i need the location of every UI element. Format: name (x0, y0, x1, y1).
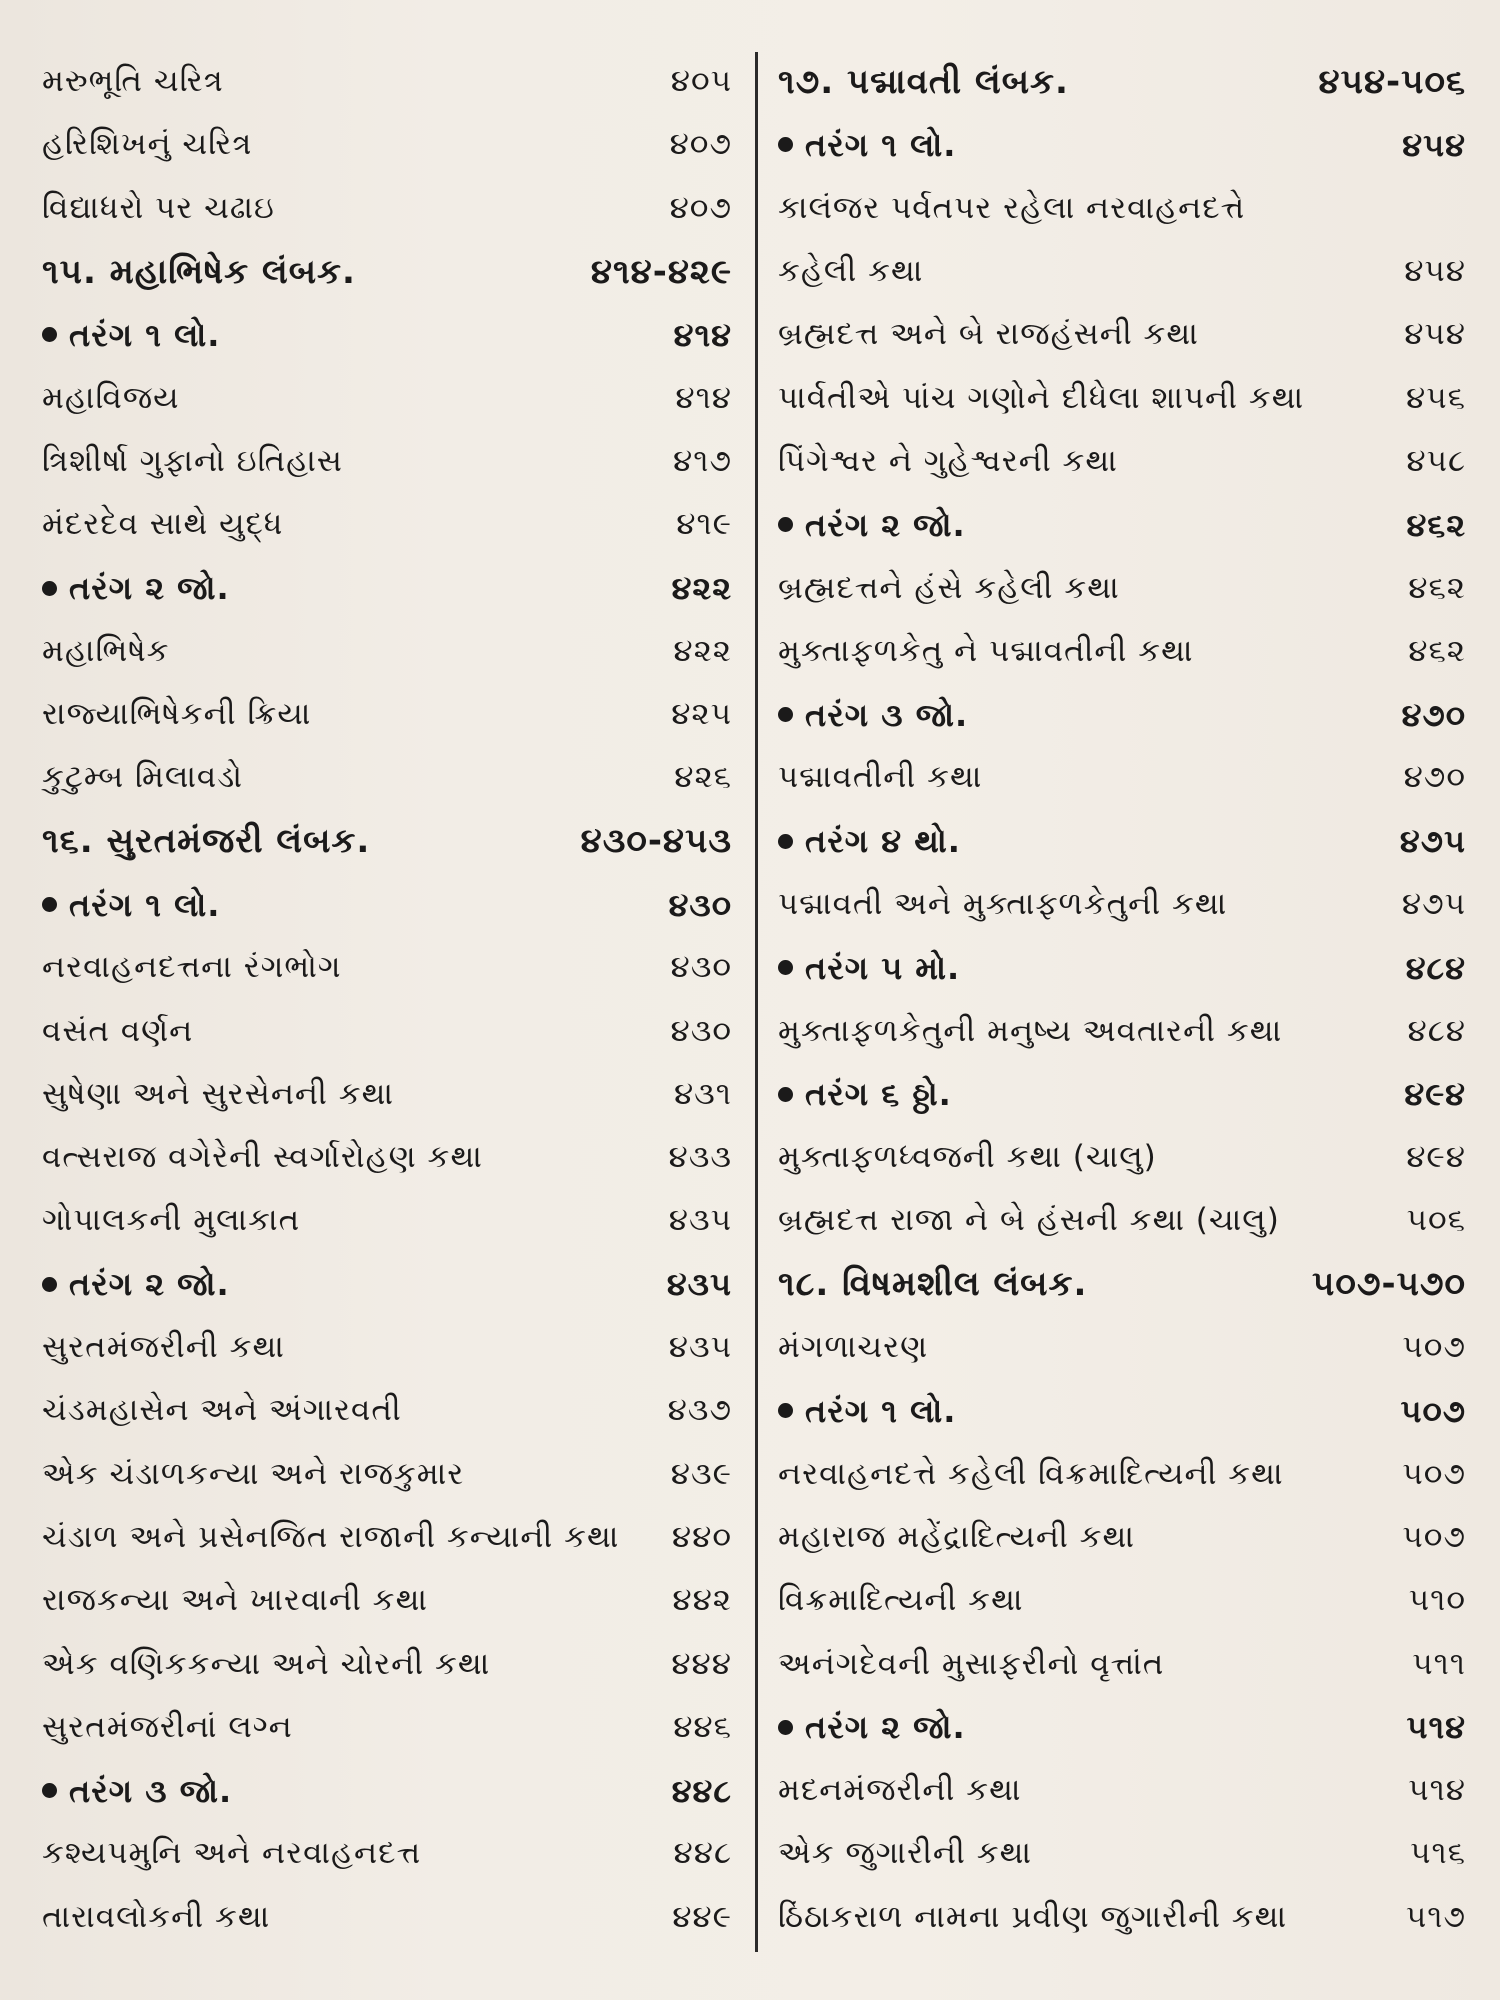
bullet-icon (778, 137, 793, 152)
toc-entry-title-text: મંદરદેવ સાથે યુદ્ધ (42, 506, 284, 543)
toc-entry-title (42, 1202, 301, 1239)
toc-entry-page-number: ૪૮૪ (1407, 1012, 1466, 1049)
toc-entry-page-number: ૫૦૭ (1402, 1455, 1466, 1492)
toc-entry-title (778, 1518, 1135, 1555)
toc-entry-page-number: ૪૨૫ (671, 696, 732, 733)
toc-entry (42, 746, 732, 809)
toc-entry-title (778, 1708, 966, 1747)
toc-entry-title (42, 1708, 293, 1745)
toc-entry-title-text: અનંગદેવની મુસાફરીનો વૃત્તાંત (778, 1645, 1165, 1682)
toc-entry-title-text: નરવાહનદત્તના રંગભોગ (42, 949, 342, 986)
toc-entry (778, 430, 1466, 493)
toc-entry-title (42, 885, 221, 924)
toc-entry-page-number: ૫૦૭ (1402, 1329, 1466, 1366)
bullet-icon (42, 1783, 57, 1798)
toc-entry-title-text: એક વણિકકન્યા અને ચોરની કથા (42, 1645, 491, 1682)
toc-entry-title (778, 1012, 1283, 1049)
bullet-icon (42, 327, 57, 342)
toc-entry-page-number: ૪૭૫ (1401, 886, 1466, 922)
toc-entry-title-text: એક જુગારીની કથા (778, 1835, 1032, 1872)
toc-entry-title (42, 632, 170, 669)
toc-entry-title (778, 759, 983, 796)
toc-entry-page-number: ૪૧૭ (673, 442, 732, 479)
toc-entry (42, 1886, 732, 1949)
toc-entry-page-number: ૪૧૯ (676, 506, 732, 543)
toc-entry-title-text: તરંગ ૧ લો. (805, 1391, 957, 1430)
toc-tarang-heading (42, 556, 732, 619)
toc-tarang-heading (778, 493, 1466, 556)
toc-entry-title-text: હરિશિખનું ચરિત્ર (42, 126, 253, 163)
toc-entry-title (42, 1518, 620, 1555)
toc-entry-title (778, 253, 924, 290)
toc-entry-page-number: ૪૩૫ (666, 1265, 732, 1304)
toc-entry (778, 177, 1466, 240)
toc-entry-page-number: ૫૧૪ (1408, 1772, 1466, 1809)
toc-entry-title (778, 886, 1228, 922)
toc-entry-title (42, 1012, 194, 1049)
toc-entry-page-number: ૪૧૪-૪૨૯ (590, 251, 732, 292)
toc-entry-title (42, 1898, 271, 1935)
toc-entry-page-number: ૫૧૧ (1412, 1645, 1466, 1682)
toc-entry-title-text: ૧૫. મહાભિષેક લંબક. (42, 251, 356, 292)
toc-entry-title-text: સુરતમંજરીનાં લગ્ન (42, 1708, 293, 1745)
column-divider (755, 52, 758, 1952)
toc-entry-title-text: સુરતમંજરીની કથા (42, 1329, 285, 1366)
toc-entry-title-text: તરંગ ૨ જો. (805, 1708, 966, 1747)
toc-entry (778, 1632, 1466, 1695)
toc-entry (778, 1189, 1466, 1252)
toc-entry-title-text: તરંગ ૧ લો. (805, 125, 957, 164)
toc-entry-page-number: ૪૨૨ (673, 632, 732, 669)
toc-entry (42, 1696, 732, 1759)
toc-entry-title (42, 759, 244, 796)
toc-entry-page-number: ૪૩૧ (673, 1075, 732, 1112)
toc-entry-page-number: ૪૫૮ (1406, 442, 1466, 479)
toc-entry-title-text: કાલંજર પર્વતપર રહેલા નરવાહનદત્તે (778, 189, 1246, 226)
toc-entry-title (778, 1075, 952, 1114)
toc-entry-title (778, 1329, 929, 1366)
toc-tarang-heading (778, 936, 1466, 999)
toc-entry (42, 1379, 732, 1442)
toc-entry (42, 366, 732, 429)
toc-entry-title (778, 822, 961, 861)
toc-entry-title (778, 948, 961, 987)
toc-entry-title (42, 506, 284, 543)
toc-entry-title-text: મુક્તાફળધ્વજની કથા (ચાલુ) (778, 1139, 1157, 1176)
toc-entry-title (42, 1265, 230, 1304)
toc-entry (778, 366, 1466, 429)
toc-entry-title-text: તરંગ ૪ થો. (805, 822, 961, 861)
toc-entry-page-number: ૪૭૦ (1403, 759, 1466, 796)
toc-entry (42, 683, 732, 746)
toc-entry-page-number: ૪૫૪ (1404, 316, 1466, 353)
toc-entry (778, 873, 1466, 936)
toc-entry-page-number: ૪૬૨ (1408, 569, 1466, 606)
bullet-icon (778, 1087, 793, 1102)
toc-section-heading (42, 240, 732, 303)
toc-entry-title-text: એક ચંડાળકન્યા અને રાજકુમાર (42, 1455, 465, 1492)
toc-entry-title-text: રાજકન્યા અને ખારવાની કથા (42, 1582, 428, 1619)
toc-entry-page-number: ૫૦૬ (1406, 1202, 1466, 1239)
bullet-icon (778, 834, 793, 849)
toc-entry (778, 1759, 1466, 1822)
toc-entry (778, 1822, 1466, 1885)
toc-entry-title-text: વિક્રમાદિત્યની કથા (778, 1582, 1024, 1619)
toc-entry-page-number: ૪૪૯ (672, 1898, 732, 1935)
toc-entry-title (778, 1264, 1088, 1305)
toc-entry (42, 999, 732, 1062)
toc-entry (778, 1506, 1466, 1569)
toc-entry-title (778, 125, 957, 164)
toc-entry-title (778, 1391, 957, 1430)
toc-entry-title (42, 1455, 465, 1492)
toc-entry-page-number: ૪૪૦ (671, 1518, 732, 1555)
toc-entry-title-text: ત્રિશીર્ષા ગુફાનો ઇતિહાસ (42, 442, 343, 479)
toc-tarang-heading (42, 1759, 732, 1822)
toc-entry-title (778, 1898, 1288, 1935)
toc-entry (778, 1886, 1466, 1949)
toc-entry-page-number: ૫૦૭ (1402, 1518, 1466, 1555)
toc-entry (42, 1126, 732, 1189)
toc-entry (778, 1316, 1466, 1379)
toc-entry-title-text: ચંડાળ અને પ્રસેનજિત રાજાની કન્યાની કથા (42, 1518, 620, 1555)
toc-entry (42, 1822, 732, 1885)
toc-entry (778, 556, 1466, 619)
toc-entry-title-text: બ્રહ્મદત્ત અને બે રાજહંસની કથા (778, 316, 1199, 353)
toc-entry (42, 50, 732, 113)
toc-entry-title (42, 1329, 285, 1366)
toc-entry-title (778, 61, 1069, 102)
toc-entry-page-number: ૪૨૨ (671, 569, 732, 608)
toc-entry-title-text: મુક્તાફળકેતુની મનુષ્ય અવતારની કથા (778, 1012, 1283, 1049)
toc-entry-title-text: ૧૮. વિષમશીલ લંબક. (778, 1264, 1088, 1305)
toc-tarang-heading (778, 683, 1466, 746)
toc-entry-page-number: ૪૩૫ (668, 1329, 732, 1366)
toc-entry-page-number: ૪૫૪ (1404, 253, 1466, 290)
toc-entry-title-text: તરંગ ૬ ઠ્ઠો. (805, 1075, 952, 1114)
toc-entry-title (42, 1582, 428, 1619)
toc-entry-title-text: તરંગ ૨ જો. (805, 505, 966, 544)
toc-entry-page-number: ૪૪૨ (672, 1582, 732, 1619)
toc-entry-page-number: ૪૪૮ (671, 1771, 732, 1810)
toc-entry-title (42, 1392, 402, 1429)
toc-entry-title-text: મહાવિજય (42, 379, 180, 416)
toc-entry-title (42, 442, 343, 479)
toc-entry-page-number: ૪૫૪ (1402, 125, 1466, 164)
toc-entry-page-number: ૪૩૭ (667, 1392, 732, 1429)
toc-entry-title-text: કુટુમ્બ મિલાવડો (42, 759, 244, 796)
toc-tarang-heading (42, 303, 732, 366)
bullet-icon (42, 581, 57, 596)
toc-entry-title (42, 1645, 491, 1682)
toc-entry-title (778, 1835, 1032, 1872)
toc-entry-page-number: ૪૫૬ (1406, 379, 1466, 416)
toc-entry-title (778, 379, 1305, 416)
toc-entry-title-text: નરવાહનદત્તે કહેલી વિક્રમાદિત્યની કથા (778, 1455, 1284, 1492)
toc-entry-title-text: સુષેણા અને સુરસેનની કથા (42, 1075, 394, 1112)
toc-entry-page-number: ૪૩૯ (670, 1455, 732, 1492)
toc-entry-title-text: ઠિંઠાકરાળ નામના પ્રવીણ જુગારીની કથા (778, 1898, 1288, 1935)
toc-entry (778, 240, 1466, 303)
toc-entry-title (778, 1202, 1280, 1239)
toc-right-column (778, 50, 1466, 1949)
toc-entry-title-text: તરંગ ૩ જો. (69, 1771, 233, 1810)
toc-entry (42, 1189, 732, 1252)
toc-entry-title (42, 1771, 233, 1810)
toc-entry-title-text: ૧૬. સુરતમંજરી લંબક. (42, 821, 371, 862)
toc-entry-page-number: ૪૩૦ (670, 1012, 732, 1049)
toc-section-heading (778, 50, 1466, 113)
toc-entry-title (42, 126, 253, 163)
toc-entry (778, 620, 1466, 683)
toc-entry-title (42, 189, 275, 226)
toc-entry-page-number: ૪૯૪ (1404, 1075, 1466, 1114)
toc-entry-page-number: ૪૪૬ (673, 1708, 732, 1745)
toc-tarang-heading (778, 113, 1466, 176)
toc-entry-page-number: ૪૩૫ (668, 1202, 732, 1239)
bullet-icon (42, 897, 57, 912)
toc-left-column (42, 50, 732, 1949)
toc-entry-page-number: ૪૪૮ (673, 1835, 732, 1872)
toc-tarang-heading (42, 873, 732, 936)
toc-entry-page-number: ૫૦૭-૫૭૦ (1312, 1264, 1466, 1305)
toc-entry-title-text: રાજ્યાભિષેકની ક્રિયા (42, 696, 312, 733)
bullet-icon (778, 1403, 793, 1418)
toc-entry (42, 1506, 732, 1569)
bullet-icon (42, 1277, 57, 1292)
toc-entry-title-text: તરંગ ૫ મો. (805, 948, 961, 987)
toc-entry-title-text: પાર્વતીએ પાંચ ગણોને દીધેલા શાપની કથા (778, 379, 1305, 416)
toc-entry-title (42, 379, 180, 416)
toc-entry (42, 113, 732, 176)
toc-entry-title-text: મદનમંજરીની કથા (778, 1772, 1022, 1809)
toc-entry-title (778, 632, 1194, 669)
toc-tarang-heading (778, 1063, 1466, 1126)
toc-entry (42, 1316, 732, 1379)
toc-entry-page-number: ૪૫૪-૫૦૬ (1318, 61, 1466, 102)
toc-entry-title (778, 695, 969, 734)
toc-entry (42, 430, 732, 493)
toc-entry-title-text: મુક્તાફળકેતુ ને પદ્માવતીની કથા (778, 632, 1194, 669)
toc-entry-page-number: ૫૧૪ (1406, 1708, 1466, 1747)
toc-entry-page-number: ૪૯૪ (1406, 1139, 1466, 1176)
toc-entry-page-number: ૫૧૦ (1408, 1582, 1466, 1619)
toc-entry-page-number: ૫૧૭ (1405, 1898, 1466, 1935)
toc-entry-title (42, 1075, 394, 1112)
toc-entry-title (42, 821, 371, 862)
toc-entry-page-number: ૪૨૬ (674, 759, 732, 796)
toc-entry-title (42, 949, 342, 986)
toc-entry-page-number: ૪૦૫ (670, 63, 732, 100)
toc-entry-title-text: ગોપાલકની મુલાકાત (42, 1202, 301, 1239)
toc-entry (778, 1126, 1466, 1189)
toc-entry-title-text: મંગળાચરણ (778, 1329, 929, 1366)
toc-entry-title (778, 442, 1118, 479)
toc-tarang-heading (778, 810, 1466, 873)
toc-entry (42, 620, 732, 683)
toc-entry-title (778, 1645, 1165, 1682)
toc-entry-page-number: ૪૪૪ (671, 1645, 732, 1682)
toc-entry-title-text: પિંગેશ્વર ને ગુહેશ્વરની કથા (778, 442, 1118, 479)
toc-entry (42, 936, 732, 999)
toc-entry-title-text: તરંગ ૧ લો. (69, 885, 221, 924)
toc-entry-title-text: તરંગ ૩ જો. (805, 695, 969, 734)
toc-entry (42, 1632, 732, 1695)
toc-entry (42, 1443, 732, 1506)
toc-entry-page-number: ૪૦૭ (669, 189, 732, 226)
toc-tarang-heading (42, 1253, 732, 1316)
toc-tarang-heading (778, 1379, 1466, 1442)
toc-entry (42, 1063, 732, 1126)
toc-entry-page-number: ૫૦૭ (1400, 1391, 1466, 1430)
toc-entry-page-number: ૪૦૭ (669, 126, 732, 163)
toc-entry-title-text: તરંગ ૨ જો. (69, 569, 230, 608)
toc-entry-title-text: ૧૭. પદ્માવતી લંબક. (778, 61, 1069, 102)
bullet-icon (778, 960, 793, 975)
toc-entry-page-number: ૪૩૦ (668, 885, 732, 924)
toc-entry-page-number: ૪૬૨ (1408, 632, 1466, 669)
bullet-icon (778, 707, 793, 722)
toc-entry (778, 1569, 1466, 1632)
toc-entry-title (778, 505, 966, 544)
toc-tarang-heading (778, 1696, 1466, 1759)
toc-entry-title-text: મરુભૂતિ ચરિત્ર (42, 63, 224, 100)
toc-entry-title-text: બ્રહ્મદત્તને હંસે કહેલી કથા (778, 569, 1120, 606)
toc-entry-title-text: વત્સરાજ વગેરેની સ્વર્ગારોહણ કથા (42, 1139, 483, 1176)
toc-entry-title (42, 569, 230, 608)
toc-entry-title-text: વિદ્યાધરો પર ચઢાઇ (42, 189, 275, 226)
toc-entry-page-number: ૪૩૦ (670, 949, 732, 986)
toc-entry-page-number: ૪૭૦ (1401, 695, 1466, 734)
toc-entry-title (42, 696, 312, 733)
toc-entry-title (42, 1139, 483, 1176)
toc-entry-title (778, 316, 1199, 353)
toc-entry-page-number: ૪૭૫ (1399, 822, 1466, 861)
toc-entry (42, 1569, 732, 1632)
toc-entry (42, 493, 732, 556)
toc-entry (778, 999, 1466, 1062)
toc-section-heading (42, 810, 732, 873)
toc-entry-title-text: વસંત વર્ણન (42, 1012, 194, 1049)
toc-entry-title (778, 1139, 1157, 1176)
toc-entry-title (42, 315, 221, 354)
toc-entry-title-text: પદ્માવતી અને મુક્તાફળકેતુની કથા (778, 886, 1228, 922)
toc-entry-title (42, 63, 224, 100)
toc-section-heading (778, 1253, 1466, 1316)
toc-entry-title (42, 251, 356, 292)
toc-entry-page-number: ૪૩૩ (668, 1139, 732, 1176)
bullet-icon (778, 1720, 793, 1735)
toc-entry-page-number: ૪૩૦-૪૫૩ (580, 821, 732, 862)
toc-entry (778, 1443, 1466, 1506)
toc-entry-title (42, 1835, 422, 1872)
toc-entry-title (778, 189, 1246, 226)
toc-entry (778, 303, 1466, 366)
toc-entry-title-text: તારાવલોકની કથા (42, 1898, 271, 1935)
toc-entry-title-text: તરંગ ૨ જો. (69, 1265, 230, 1304)
toc-entry-title-text: કહેલી કથા (778, 253, 924, 290)
toc-entry-title (778, 569, 1120, 606)
toc-entry-title (778, 1582, 1024, 1619)
toc-entry-page-number: ૪૧૪ (673, 315, 732, 354)
toc-entry (778, 746, 1466, 809)
toc-entry-page-number: ૪૮૪ (1405, 948, 1466, 987)
bullet-icon (778, 517, 793, 532)
toc-entry-title-text: પદ્માવતીની કથા (778, 759, 983, 796)
toc-entry-title (778, 1455, 1284, 1492)
toc-entry-title-text: મહારાજ મહેંદ્રાદિત્યની કથા (778, 1518, 1135, 1555)
toc-entry-title (778, 1772, 1022, 1809)
toc-entry-page-number: ૪૬૨ (1406, 505, 1466, 544)
toc-entry-page-number: ૪૧૪ (675, 379, 732, 416)
toc-entry-title-text: મહાભિષેક (42, 632, 170, 669)
toc-entry (42, 177, 732, 240)
toc-entry-title-text: તરંગ ૧ લો. (69, 315, 221, 354)
toc-entry-title-text: બ્રહ્મદત્ત રાજા ને બે હંસની કથા (ચાલુ) (778, 1202, 1280, 1239)
toc-entry-title-text: ચંડમહાસેન અને અંગારવતી (42, 1392, 402, 1429)
toc-entry-page-number: ૫૧૬ (1410, 1835, 1466, 1872)
toc-entry-title-text: કશ્યપમુનિ અને નરવાહનદત્ત (42, 1835, 422, 1872)
